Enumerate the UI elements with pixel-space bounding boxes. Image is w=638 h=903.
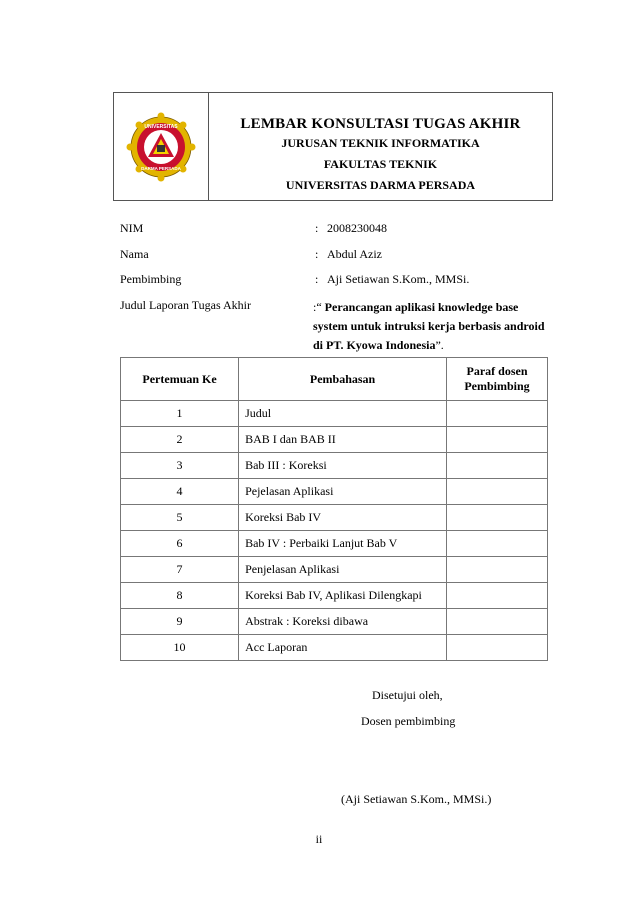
signature-cell <box>447 505 548 531</box>
nim-value: 2008230048 <box>327 221 387 235</box>
pembimbing-label: Pembimbing <box>120 272 182 286</box>
logo-text-bottom: DARMA PERSADA <box>141 165 181 171</box>
row-number: 10 <box>121 635 239 661</box>
row-topic: Koreksi Bab IV <box>239 505 447 531</box>
row-topic: Koreksi Bab IV, Aplikasi Dilengkapi <box>239 583 447 609</box>
judul-label: Judul Laporan Tugas Akhir <box>120 298 252 312</box>
row-topic: Bab III : Koreksi <box>239 453 447 479</box>
row-number: 8 <box>121 583 239 609</box>
row-topic: Judul <box>239 401 447 427</box>
approved-by-text: Disetujui oleh, <box>372 688 443 702</box>
judul-value <box>313 298 553 355</box>
page-number: ii <box>315 832 323 846</box>
row-number: 4 <box>121 479 239 505</box>
row-topic: Abstrak : Koreksi dibawa <box>239 609 447 635</box>
signature-cell <box>447 427 548 453</box>
pembimbing-colon: : <box>315 272 319 286</box>
title-cell <box>209 93 552 200</box>
header-pertemuan: Pertemuan Ke <box>121 358 239 401</box>
signature-cell <box>447 453 548 479</box>
table-row <box>121 557 548 583</box>
row-topic: Acc Laporan <box>239 635 447 661</box>
university-logo <box>124 111 198 183</box>
row-number: 5 <box>121 505 239 531</box>
table-row <box>121 505 548 531</box>
approver-name: (Aji Setiawan S.Kom., MMSi.) <box>341 792 492 806</box>
table-header-row <box>121 358 548 401</box>
header-pembahasan: Pembahasan <box>239 358 447 401</box>
signature-cell <box>447 531 548 557</box>
signature-cell <box>447 609 548 635</box>
table-row <box>121 453 548 479</box>
nama-label: Nama <box>120 247 149 261</box>
row-topic: Bab IV : Perbaiki Lanjut Bab V <box>239 531 447 557</box>
judul-title: Perancangan aplikasi knowledge base system untuk intruksi kerja berbasis android di PT. Kyowa Indonesia <box>313 300 545 352</box>
row-number: 2 <box>121 427 239 453</box>
row-topic: Penjelasan Aplikasi <box>239 557 447 583</box>
header-paraf: Paraf dosen Pembimbing <box>447 358 548 401</box>
pembimbing-value: Aji Setiawan S.Kom., MMSi. <box>327 272 470 286</box>
department-name: JURUSAN TEKNIK INFORMATIKA <box>281 136 480 150</box>
nim-colon: : <box>315 221 319 235</box>
table-row <box>121 531 548 557</box>
signature-cell <box>447 479 548 505</box>
table-row <box>121 635 548 661</box>
table-row <box>121 427 548 453</box>
row-number: 1 <box>121 401 239 427</box>
row-number: 3 <box>121 453 239 479</box>
signature-cell <box>447 401 548 427</box>
row-topic: Pejelasan Aplikasi <box>239 479 447 505</box>
logo-cell <box>114 93 209 200</box>
nama-colon: : <box>315 247 319 261</box>
faculty-name: FAKULTAS TEKNIK <box>323 157 438 171</box>
nama-value: Abdul Aziz <box>327 247 382 261</box>
approver-role: Dosen pembimbing <box>361 714 456 728</box>
table-row <box>121 609 548 635</box>
logo-text-top: UNIVERSITAS <box>144 123 178 130</box>
row-number: 9 <box>121 609 239 635</box>
signature-cell <box>447 635 548 661</box>
consultation-table <box>120 357 548 661</box>
judul-suffix: ”. <box>435 338 444 352</box>
row-number: 6 <box>121 531 239 557</box>
row-topic: BAB I dan BAB II <box>239 427 447 453</box>
document-title: LEMBAR KONSULTASI TUGAS AKHIR <box>240 116 521 132</box>
university-name: UNIVERSITAS DARMA PERSADA <box>285 178 476 192</box>
table-row <box>121 583 548 609</box>
signature-cell <box>447 557 548 583</box>
header-box <box>113 92 553 201</box>
judul-prefix: :“ <box>313 300 325 314</box>
signature-cell <box>447 583 548 609</box>
row-number: 7 <box>121 557 239 583</box>
nim-label: NIM <box>120 221 144 235</box>
table-row <box>121 401 548 427</box>
table-row <box>121 479 548 505</box>
